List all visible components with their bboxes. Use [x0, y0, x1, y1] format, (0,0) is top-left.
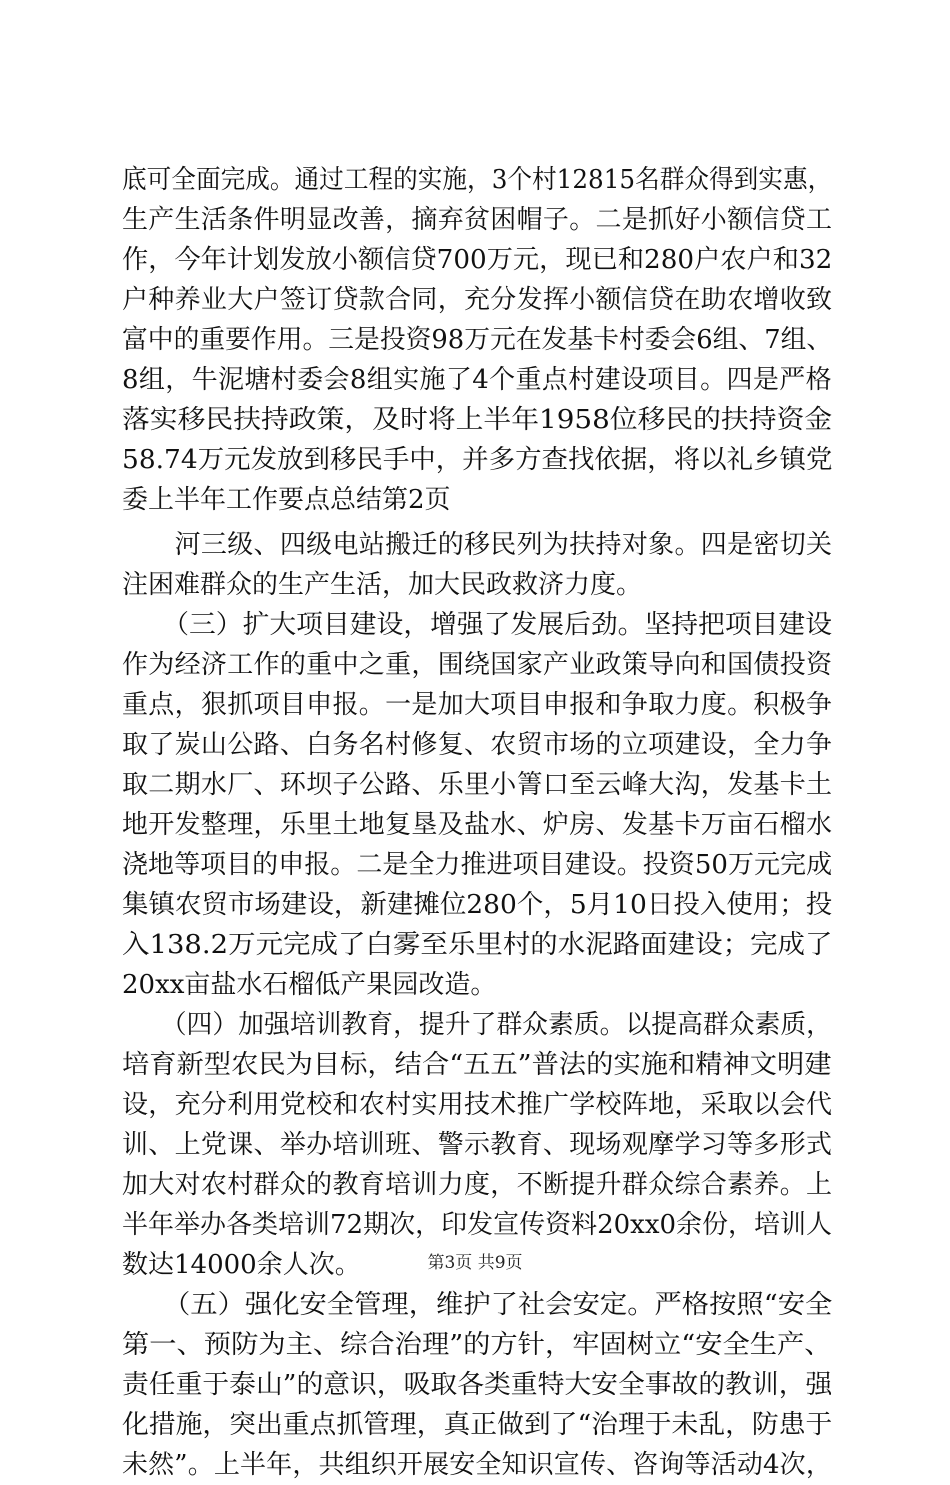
text-line: 数达14000余人次。	[122, 1250, 361, 1280]
text-line: 第一、预防为主、综合治理”的方针，牢固树立“安全生产、	[122, 1330, 832, 1360]
text-line: 户种养业大户签订贷款合同，充分发挥小额信贷在助农增收致	[122, 285, 833, 315]
text-line: （五）强化安全管理，维护了社会安定。严格按照“安全	[122, 1290, 833, 1320]
text-line: 8组，牛泥塘村委会8组实施了4个重点村建设项目。四是严格	[122, 365, 832, 395]
text-line: 责任重于泰山”的意识，吸取各类重特大安全事故的教训，强	[122, 1370, 833, 1400]
text-line: 浇地等项目的申报。二是全力推进项目建设。投资50万元完成	[122, 850, 833, 880]
text-line: 培育新型农民为目标，结合“五五”普法的实施和精神文明建	[122, 1050, 832, 1080]
text-line: 58.74万元发放到移民手中，并多方查找依据，将以礼乡镇党	[122, 445, 833, 475]
text-line: 落实移民扶持政策，及时将上半年1958位移民的扶持资金	[122, 405, 833, 435]
text-line: 取二期水厂、环坝子公路、乐里小箐口至云峰大沟，发基卡土	[122, 770, 833, 800]
text-line: 入138.2万元完成了白雾至乐里村的水泥路面建设；完成了	[122, 930, 833, 960]
text-line: 作为经济工作的重中之重，围绕国家产业政策导向和国债投资	[122, 650, 833, 680]
text-line: （四）加强培训教育，提升了群众素质。以提高群众素质，	[122, 1010, 833, 1040]
text-line: 化措施，突出重点抓管理，真正做到了“治理于未乱，防患于	[122, 1410, 833, 1440]
page-number: 第3页 共9页	[427, 1253, 523, 1273]
page-footer	[0, 1248, 950, 1273]
text-line: 富中的重要作用。三是投资98万元在发基卡村委会6组、7组、	[122, 325, 833, 355]
text-line: 20xx亩盐水石榴低产果园改造。	[122, 970, 497, 1000]
text-line: 加大对农村群众的教育培训力度，不断提升群众综合素养。上	[122, 1170, 833, 1200]
text-line: 生产生活条件明显改善，摘弃贫困帽子。二是抓好小额信贷工	[122, 205, 833, 235]
text-line: 河三级、四级电站搬迁的移民列为扶持对象。四是密切关	[122, 530, 833, 560]
text-line: 重点，狠抓项目申报。一是加大项目申报和争取力度。积极争	[122, 690, 833, 720]
text-line: （三）扩大项目建设，增强了发展后劲。坚持把项目建设	[122, 610, 833, 640]
text-line: 集镇农贸市场建设，新建摊位280个，5月10日投入使用；投	[122, 890, 833, 920]
text-line: 底可全面完成。通过工程的实施，3个村12815名群众得到实惠，	[122, 165, 833, 195]
text-line: 设，充分利用党校和农村实用技术推广学校阵地，采取以会代	[122, 1090, 833, 1120]
text-line: 注困难群众的生产生活，加大民政救济力度。	[122, 570, 643, 600]
text-line: 未然”。上半年，共组织开展安全知识宣传、咨询等活动4次，	[122, 1450, 832, 1480]
text-line: 半年举办各类培训72期次，印发宣传资料20xx0余份，培训人	[122, 1210, 833, 1240]
text-line: 委上半年工作要点总结第2页	[122, 485, 451, 515]
text-line: 训、上党课、举办培训班、警示教育、现场观摩学习等多形式	[122, 1130, 833, 1160]
text-line: 取了炭山公路、白务名村修复、农贸市场的立项建设，全力争	[122, 730, 833, 760]
text-line: 作，今年计划发放小额信贷700万元，现已和280户农户和32	[122, 245, 833, 275]
text-line: 地开发整理，乐里土地复垦及盐水、炉房、发基卡万亩石榴水	[122, 810, 833, 840]
